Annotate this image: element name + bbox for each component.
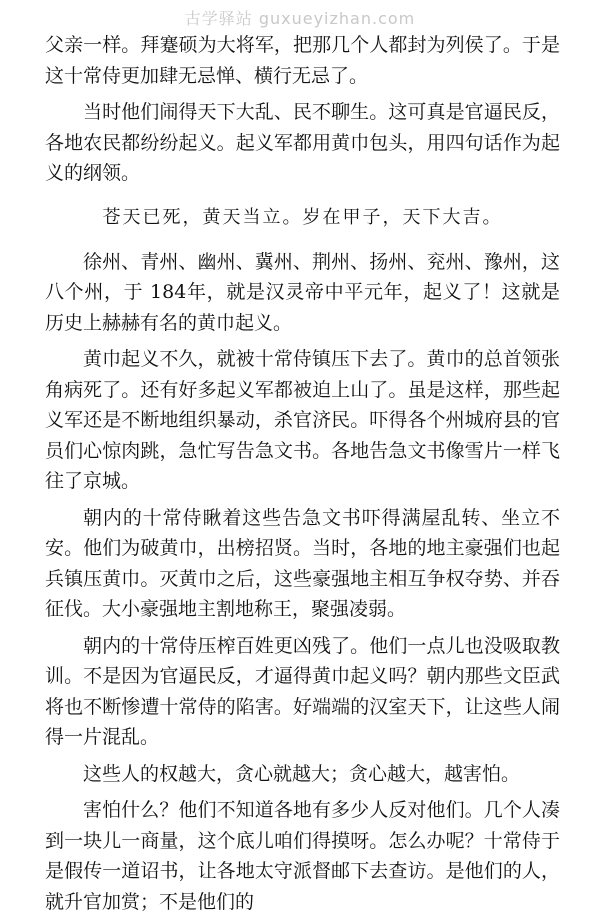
watermark: 古学驿站 guxueyizhan.com [184, 9, 416, 28]
paragraph-5: 朝内的十常侍瞅着这些告急文书吓得满屋乱转、坐立不安。他们为破黄巾，出榜招贤。当时，各地的地主豪强们也起兵镇压黄巾。灭黄巾之后，这些豪强地主相互争权夺势、并吞征伐。大小豪强地主割地称王，聚强凌弱。 [45, 506, 560, 620]
paragraph-4: 黄巾起义不久，就被十常侍镇压下去了。黄巾的总首领张角病死了。还有好多起义军都被迫上山了。虽是这样，那些起义军还是不断地组织暴动，杀官济民。吓得各个州城府县的官员们心惊肉跳，急忙写告急文书。各地告急文书像雪片一样飞往了京城。 [45, 348, 560, 492]
slogan-poem: 苍天已死，黄天当立。岁在甲子，天下大吉。 [102, 206, 503, 228]
paragraph-8: 害怕什么？他们不知道各地有多少人反对他们。几个人凑到一块儿一商量，这个底儿咱们得摸呀。怎么办呢？十常侍于是假传一道诏书，让各地太守派督邮下去查访。是他们的人，就升官加赏；不是他们的 [45, 799, 560, 913]
page-body [45, 30, 560, 923]
paragraph-3: 徐州、青州、幽州、冀州、荆州、扬州、兖州、豫州，这八个州，于 184年，就是汉灵帝中平元年，起义了！这就是历史上赫赫有名的黄巾起义。 [45, 250, 560, 334]
paragraph-7: 这些人的权越大，贪心就越大；贪心越大，越害怕。 [83, 762, 521, 785]
paragraph-6: 朝内的十常侍压榨百姓更凶残了。他们一点儿也没吸取教训。不是因为官逼民反，才逼得黄巾起义吗？朝内那些文臣武将也不断惨遭十常侍的陷害。好端端的汉室天下，让这些人闹得一片混乱。 [45, 634, 560, 748]
paragraph-1: 父亲一样。拜蹇硕为大将军，把那几个人都封为列侯了。于是这十常侍更加肆无忌惮、横行无忌了。 [45, 34, 560, 87]
paragraph-2: 当时他们闹得天下大乱、民不聊生。这可真是官逼民反，各地农民都纷纷起义。起义军都用黄巾包头，用四句话作为起义的纲领。 [45, 101, 560, 184]
